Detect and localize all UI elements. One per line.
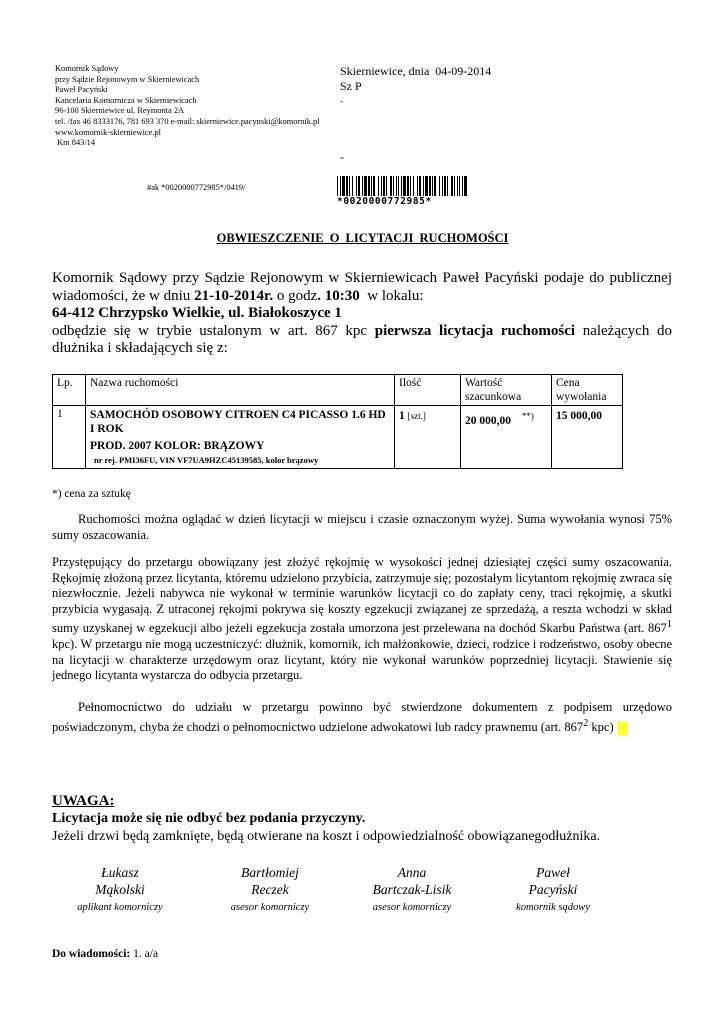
barcode-bar <box>337 176 338 196</box>
intro-text: w lokalu: <box>359 287 424 304</box>
intro-text: odbędzie się w trybie ustalonym w art. 867 kpc <box>52 322 375 339</box>
deposit-text: kpc). W przetargu nie mogą uczestniczyć: dłużnik, komornik, ich małżonkowie, dzieci, rodzice i rodzeństwo, osoby obecne na licytacji w charakterze urzędowym oraz licytant, który nie wykonał warunków poprzedniej licytacji. Stawienie się jednego licytanta wystarcza do odbycia przetargu. <box>52 637 672 683</box>
barcode-bar <box>396 176 397 196</box>
header-qty: Ilość <box>395 375 461 406</box>
reference-code: #ak *0020000772985*/0419/ <box>147 183 246 192</box>
barcode-bar <box>442 176 443 196</box>
barcode-bar <box>429 176 431 196</box>
signer-first-name: Anna <box>397 865 427 880</box>
article-superscript: 1 <box>666 619 672 631</box>
proxy-text: Pełnomocnictwo do udziału w przetargu powinno być stwierdzone dokumentem z podpisem urzędowo poświadczonym, chyba że chodzi o pełnomocnictwo udzielone adwokatowi lub radcy prawnemu (art. 867 <box>52 700 672 734</box>
proxy-text: kpc) <box>588 719 614 734</box>
warning-line: Licytacja może się nie odbyć bez podania przyczyny. <box>52 811 366 826</box>
distribution-list <box>52 948 158 960</box>
header-name: Nazwa ruchomości <box>86 375 395 406</box>
signature-block <box>488 864 618 914</box>
signature-block <box>55 864 185 914</box>
highlight-mark <box>617 721 628 735</box>
distribution-value: 1. a/a <box>130 948 159 960</box>
items-table <box>52 374 623 469</box>
barcode-bar <box>447 176 448 196</box>
barcode-bar <box>432 176 433 196</box>
cell-qty <box>395 406 461 469</box>
viewing-paragraph: Ruchomości można oglądać w dzień licytacji w miejscu i czasie oznaczonym wyżej. Suma wywołania wynosi 75% sumy oszacowania. <box>52 512 672 542</box>
bailiff-header <box>55 64 320 149</box>
starting-price: 15 000,00 <box>556 410 602 422</box>
barcode-bar <box>434 176 436 196</box>
estimated-value: 20 000,00 <box>465 414 511 427</box>
signature-block <box>347 864 477 914</box>
barcode-bar <box>390 176 392 196</box>
table-header-row <box>53 375 623 406</box>
barcode-bar <box>398 176 399 196</box>
intro-text: Komornik Sądowy przy Sądzie Rejonowym w Skierniewicach Paweł Pacyński podaje do publicznej wiadomości, że w dniu <box>52 270 672 304</box>
auction-date: 21-10-2014r. <box>194 287 274 304</box>
barcode-bar <box>454 176 455 196</box>
barcode-bar <box>349 176 350 196</box>
barcode-bar <box>410 176 411 196</box>
table-row <box>53 406 623 469</box>
deposit-text: Przystępujący do przetargu obowiązany jest złożyć rękojmię w wysokości jednej dziesiątej części sumy oszacowania. Rękojmię złożoną przez licytanta, któremu udzielono przybicia, zatrzymuje się; pozostałym licytantom rękojmię zwraca się niezwłocznie. Jeżeli nabywca nie wykonał w terminie warunków licytacji co do zapłaty ceny, traci rękojmię, a skutki przybicia wygasają. Z utraconej rękojmi pokrywa się koszty egzekucji związanej ze sprzedażą, a reszta wchodzi w skład sumy uzyskanej w egzekucji albo jeżeli egzekucja została umorzona jest przelewana na dochód Skarbu Państwa (art. 867 <box>52 555 672 636</box>
signer-first-name: Paweł <box>536 865 570 880</box>
signer-role: aplikant komorniczy <box>77 902 163 913</box>
item-name: SAMOCHÓD OSOBOWY CITROEN C4 PICASSO 1.6 HD I ROK <box>90 409 386 435</box>
header-value: Wartość szacunkowa <box>461 375 552 406</box>
barcode-bar <box>346 176 348 196</box>
barcode-bar <box>342 176 345 196</box>
proxy-paragraph <box>52 700 672 735</box>
case-number: Km 843/14 <box>55 138 96 148</box>
header-line: przy Sądzie Rejonowym w Skierniewicach <box>55 74 200 84</box>
barcode-bar <box>444 176 446 196</box>
barcode-bar <box>386 176 387 196</box>
barcode-bar <box>378 176 379 196</box>
barcode-bar <box>381 176 382 196</box>
header-line: www.komornik-skierniewice.pl <box>55 127 161 137</box>
barcode-bar <box>457 176 458 196</box>
header-line: Komornik Sądowy <box>55 64 119 73</box>
barcode-bar <box>358 176 360 196</box>
cell-lp: 1 <box>53 406 86 469</box>
barcode-bar <box>439 176 440 196</box>
signer-last-name: Mąkolski <box>95 882 145 897</box>
barcode-bar <box>425 176 428 196</box>
barcode-bar <box>419 176 421 196</box>
signer-first-name: Łukasz <box>101 865 139 880</box>
header-line: tel. /fax 46 8333176, 781 693 370 e-mail: skierniewice.pacynski@komornik.pl <box>55 116 320 126</box>
header-line: 96-100 Skierniewice ul. Reymonta 2A <box>55 106 185 116</box>
barcode-bar <box>423 176 424 196</box>
intro-text: należących do dłużnika i składających się z: <box>52 322 672 357</box>
auction-type: pierwsza licytacja ruchomości <box>374 322 576 339</box>
item-registration: nr rej. PMI36FU, VIN VF7UA9HZC45139585, kolor brązowy <box>94 455 319 465</box>
intro-text: o godz <box>273 287 318 304</box>
barcode-bar <box>413 176 414 196</box>
barcode-bar <box>356 176 357 196</box>
barcode-bar <box>407 176 409 196</box>
barcode <box>337 176 468 196</box>
cell-name <box>86 406 395 469</box>
header-line: Paweł Pacyński <box>55 85 108 95</box>
dash-mark: - <box>340 150 344 164</box>
barcode-bar <box>364 176 367 196</box>
header-lp: Lp. <box>53 375 86 406</box>
article-superscript: 2 <box>583 717 589 729</box>
signer-role: komornik sądowy <box>516 902 590 913</box>
barcode-bar <box>362 176 363 196</box>
barcode-bar <box>462 176 463 196</box>
barcode-bar <box>464 176 467 196</box>
auction-time: . 10:30 <box>317 287 360 304</box>
signer-role: asesor komorniczy <box>230 902 310 913</box>
header-line: Kancelaria Komornicza w Skierniewicach <box>55 95 197 105</box>
document-title: OBWIESZCZENIE O LICYTACJI RUCHOMOŚCI <box>216 231 509 245</box>
intro-paragraph <box>52 270 672 358</box>
barcode-bar <box>393 176 394 196</box>
barcode-bar <box>401 176 402 196</box>
footnote: *) cena za sztukę <box>52 488 131 500</box>
value-footnote-mark: **) <box>521 411 534 421</box>
barcode-bar <box>352 176 353 196</box>
cell-value <box>461 406 552 469</box>
barcode-bar <box>340 176 341 196</box>
signature-block <box>205 864 335 914</box>
barcode-bar <box>451 176 453 196</box>
signer-last-name: Reczek <box>251 882 289 897</box>
dash-mark: - <box>340 96 343 106</box>
distribution-label: Do wiadomości: <box>52 948 131 960</box>
signer-role: asesor komorniczy <box>372 902 452 913</box>
cell-price <box>552 406 623 469</box>
barcode-bar <box>383 176 385 196</box>
barcode-bar <box>371 176 372 196</box>
auction-address: 64-412 Chrzypsko Wielkie, ul. Białokoszyce 1 <box>52 305 342 322</box>
signer-last-name: Pacyński <box>528 882 578 897</box>
item-year-color: PROD. 2007 KOLOR: BRĄZOWY <box>90 440 265 452</box>
signer-first-name: Bartłomiej <box>241 865 299 880</box>
barcode-bar <box>403 176 406 196</box>
barcode-number: *0020000772985* <box>337 196 432 207</box>
quantity: 1 <box>399 410 405 422</box>
barcode-bar <box>459 176 460 196</box>
place-date: Skierniewice, dnia 04-09-2014 <box>340 64 492 78</box>
warning-title: UWAGA: <box>52 793 115 809</box>
quantity-unit: [szt.] <box>407 411 426 421</box>
signer-last-name: Bartczak-Lisik <box>372 882 452 897</box>
initials: Sz P <box>340 79 362 93</box>
barcode-bar <box>417 176 418 196</box>
header-price: Cena wywołania <box>552 375 623 406</box>
barcode-bar <box>373 176 375 196</box>
barcode-bar <box>368 176 370 196</box>
warning-line: Jeżeli drzwi będą zamknięte, będą otwierane na koszt i odpowiedzialność obowiązanegodłużnika. <box>52 829 601 844</box>
deposit-paragraph <box>52 555 672 684</box>
place-date-block <box>340 64 491 109</box>
